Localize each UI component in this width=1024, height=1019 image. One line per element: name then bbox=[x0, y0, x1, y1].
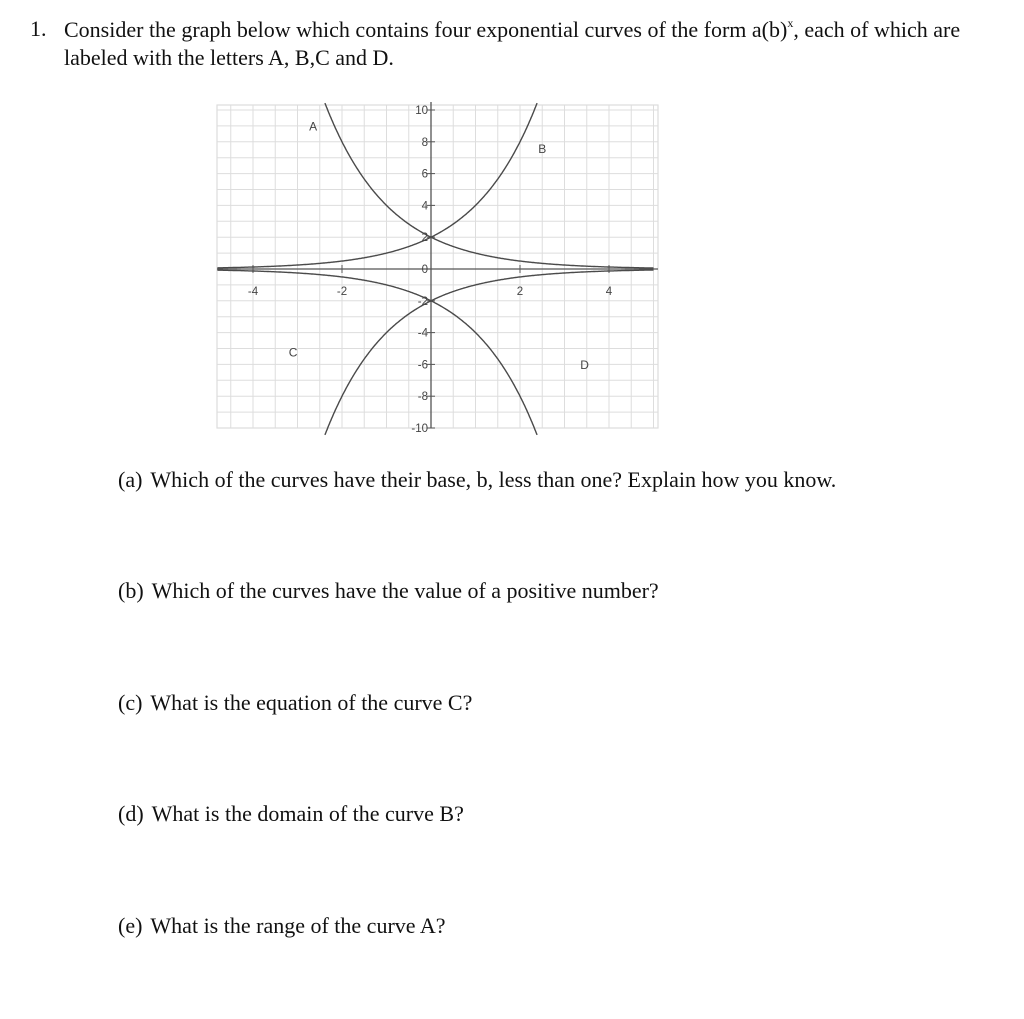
question-b bbox=[118, 578, 659, 604]
curve-c bbox=[325, 270, 654, 435]
question-c-text: What is the equation of the curve C? bbox=[150, 690, 473, 715]
y-tick-label: 10 bbox=[415, 105, 428, 117]
y-tick-label: -8 bbox=[417, 391, 428, 404]
y-tick-label: 4 bbox=[421, 200, 428, 213]
curve-b bbox=[217, 103, 537, 268]
grid bbox=[217, 105, 658, 428]
question-d-text: What is the domain of the curve B? bbox=[151, 801, 464, 826]
question-e-label: (e) bbox=[118, 913, 143, 938]
x-tick-label: -4 bbox=[247, 286, 259, 298]
question-a-label: (a) bbox=[118, 467, 143, 492]
y-tick-label: 8 bbox=[421, 136, 428, 149]
intro-text: Consider the graph below which contains four exponential curves of the form a(b) bbox=[64, 17, 788, 42]
curve-label-d: D bbox=[580, 358, 589, 373]
question-d-label: (d) bbox=[118, 801, 144, 826]
curve-a bbox=[325, 103, 654, 268]
x-tick-label: 4 bbox=[605, 286, 613, 298]
curves bbox=[217, 103, 653, 435]
question-c-label: (c) bbox=[118, 690, 143, 715]
x-tick-label: -2 bbox=[336, 286, 348, 298]
problem-number: 1. bbox=[30, 16, 47, 41]
y-tick-label: -10 bbox=[411, 423, 428, 435]
curve-label-a: A bbox=[309, 119, 318, 134]
y-tick-label: 2 bbox=[421, 232, 428, 245]
y-tick-label: 6 bbox=[421, 168, 428, 181]
curve-d bbox=[217, 270, 537, 435]
curve-label-c: C bbox=[288, 345, 298, 360]
question-e bbox=[118, 913, 445, 939]
intro-text-continued: , each of which are labeled with the letters A, B,C and D. bbox=[64, 17, 961, 70]
question-a-text: Which of the curves have their base, b, less than one? Explain how you know. bbox=[150, 467, 837, 492]
question-c bbox=[118, 690, 472, 716]
question-d bbox=[118, 801, 464, 827]
question-b-text: Which of the curves have the value of a positive number? bbox=[151, 578, 659, 603]
question-b-label: (b) bbox=[118, 578, 144, 603]
labels bbox=[248, 105, 613, 435]
y-tick-label: 0 bbox=[421, 264, 428, 276]
axes bbox=[217, 102, 658, 428]
question-e-text: What is the range of the curve A? bbox=[150, 913, 446, 938]
y-tick-label: -6 bbox=[417, 359, 428, 372]
y-tick-label: -4 bbox=[417, 327, 428, 340]
grid-frame bbox=[217, 105, 658, 428]
question-a bbox=[118, 467, 836, 493]
y-tick-label: -2 bbox=[417, 295, 428, 308]
problem-intro bbox=[64, 16, 984, 72]
x-tick-label: 2 bbox=[516, 286, 524, 298]
exponent-x: x bbox=[787, 16, 794, 30]
curve-label-b: B bbox=[538, 141, 547, 156]
